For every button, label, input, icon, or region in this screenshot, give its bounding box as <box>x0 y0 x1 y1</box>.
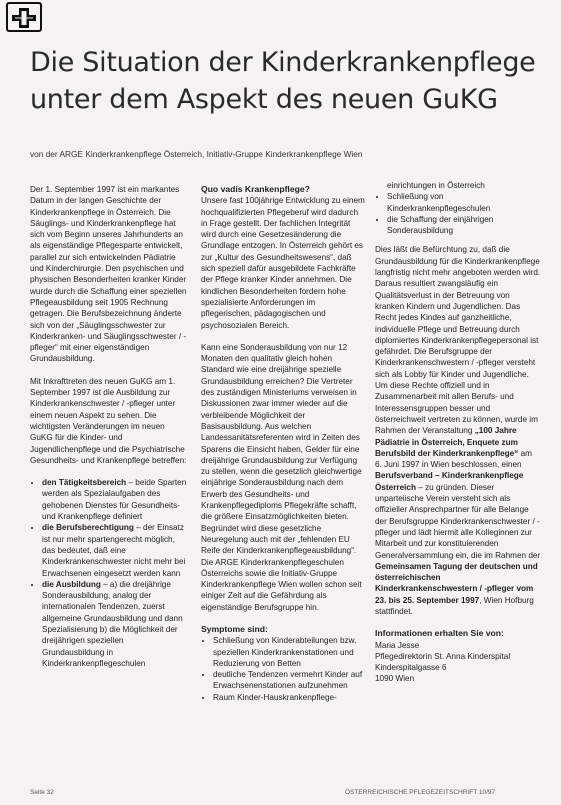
address-line: Maria Jesse <box>375 640 420 650</box>
journal-name: ÖSTERREICHISCHE PFLEGEZEITSCHRIFT 10/97 <box>345 789 496 796</box>
column-2 <box>201 184 365 711</box>
red-cross-logo-icon <box>6 2 42 32</box>
article-byline: von der ARGE Kinderkrankenpflege Österreich, Initiativ-Gruppe Kinderkrankenpflege Wien <box>30 149 363 159</box>
paragraph: Der 1. September 1997 ist ein markantes Datum in der langen Geschichte der Kinderkrankenpflege in Österreich. Die Säuglings- und Kinderkrankenpflege hat sich vom Beginn unseres Jahrhunderts an als eigenständige Pflegesparte entwickelt, parallel zur sich entwickelnden Pädiatrie und Kinderchirurgie. Den psychischen und physischen Besonderheiten kranker Kinder wurde durch die Schaffung einer speziellen Pflegeausbildung seit 1905 Rechnung getragen. Die Berufsbezeichnung änderte sich von der „Säuglingsschwester zur Kinderkranken- und Säuglingsschwester / -pfleger“ mit einer eigenständigen Grundausbildung. <box>30 185 187 364</box>
change-list <box>30 477 187 669</box>
column-1 <box>30 184 187 677</box>
symptom-list-continued <box>375 191 541 236</box>
list-item: • die Schaffung der einjährigen Sonderausbildung <box>387 214 541 237</box>
symptom-list <box>201 635 365 703</box>
paragraph: Kann eine Sonderausbildung von nur 12 Monaten den qualitativ gleich hohen Standard wie eine dreijährige spezielle Grundausbildung erreichen? Die Vertreter des zuständigen Ministeriums verweisen in Diskussionen zwar immer wieder auf die verbleibende Möglichkeit der Basisausbildung. Aus welchen Landessanitätsreferenten wird in Zeiten des Sparens die Einsicht haben, Gelder für eine dreijährige Grundausbildung zur Verfügung zu stellen, wenn die gesetzlich gleichwertige einjährige Sonderausbildung nach dem Erwerb des Gesundheits- und Krankenpflegediploms Pflegekräfte schafft, die größere Einsatzmöglichkeiten bieten. Begründet wird diese gesetzliche Neuregelung auch mit der „fehlenden EU Reife der Kinderkrankenpflegeausbildung“. Die ARGE Kinderkrankenpflegeschulen Österreichs sowie die Initiativ-Gruppe Kinderkrankenpflege Wien wollen schon seit einiger Zeit auf die Gefährdung als eigenständige Berufsgruppe hin. <box>201 342 362 612</box>
list-item: • die Berufsberechtigung – der Einsatz ist nur mehr spartengerecht möglich, das bedeutet, daß eine Kinderkrankenschwester nicht mehr bei Erwachsenen eingesetzt werden kann <box>42 522 187 578</box>
column-3 <box>375 180 541 685</box>
page-number: Seite 32 <box>30 789 54 796</box>
list-item: • Schließung von Kinderabteilungen bzw. speziellen Kinderkrankenstationen und Reduzierung von Betten <box>213 635 365 669</box>
list-item: • den Tätigkeitsbereich – beide Sparten werden als Spezialaufgaben des gehobenen Dienstes für Gesundheits- und Krankenpflege definiert <box>42 477 187 522</box>
list-item: • deutliche Tendenzen vermehrt Kinder auf Erwachsenenstationen aufzunehmen <box>213 669 365 692</box>
address-line: Kinderspitalgasse 6 <box>375 663 447 673</box>
list-item: • Schließung von Kinderkrankenpflegeschulen <box>387 191 541 214</box>
paragraph: Mit Inkrafttreten des neuen GuKG am 1. September 1997 ist die Ausbildung zur Kinderkrankenschwester / -pfleger unter einem neuen Aspekt zu sehen. Die wichtigsten Veränderungen im neuen GuKG für die Kinder- und Jugendlichenpflege und die Psychiatrische Gesundheits- und Krankenpflege betreffen: <box>30 376 187 465</box>
article-title: Die Situation der Kinderkrankenpflege unter dem Aspekt des neuen GuKG <box>30 47 536 115</box>
paragraph: Unsere fast 100jährige Entwicklung zu einem hochqualifizierten Pflegeberuf wird dadurch in Frage gestellt. Der fachlichen Integrität wird durch eine Gesetzesänderung die Grundlage entzogen. In Österreich gehört es zur „Kultur des Gesundheitswesens“, daß sich speziell dafür ausgebildete Fachkräfte der Pflege kranker Kinder annehmen. Die kindlichen Besonderheiten fordern hohe spezialisierte Anforderungen im pflegerischen, pädagogischen und psychosozialen Bereich. <box>201 196 365 330</box>
section-heading: Symptome sind: <box>201 623 268 634</box>
list-item: • die Ausbildung – a) die dreijährige Sonderausbildung, analog der internationalen Tendenzen, zuerst allgemeine Grundausbildung und dann Spezialisierung b) die Möglichkeit der dreijährigen speziellen Grundausbildung in Kinderkrankenpflegeschulen <box>42 579 187 669</box>
address-line: 1090 Wien <box>375 674 415 684</box>
list-continuation: einrichtungen in Österreich <box>387 181 485 190</box>
section-heading: Informationen erhalten Sie von: <box>375 628 504 639</box>
section-heading: Quo vadis Krankenpflege? <box>201 184 310 194</box>
paragraph: Dies läßt die Befürchtung zu, daß die Grundausbildung für die Kinderkrankenpflege langfristig nicht mehr angeboten werden wird. Daraus resultiert zwangsläufig ein Qualitätsverlust in der Betreuung von kranken Kindern und Jugendlichen. Das Recht jedes Kindes auf ganzheitliche, individuelle Pflege und Betreuung durch diplomiertes Kinderkrankenpflegepersonal ist gefährdet. Die Berufsgruppe der Kinderkrankenschwestern / -pfleger versteht sich als Lobby für Kinder und Jugendliche. Um diese Rechte offiziell und in Zusammenarbeit mit allen Berufs- und Interessensgruppen besser und österreichweit vertreten zu können, wurde im Rahmen der Veranstaltung „100 Jahre Pädiatrie in Österreich, Enquete zum Berufsbild der Kinderkrankenpflege“ am 6. Juni 1997 in Wien beschlossen, einen Berufsverband – Kinderkrankenpflege Österreich – zu gründen. Dieser unparteiische Verein versteht sich als offizieller Ansprechpartner für alle Belange der Berufsgruppe Kinderkrankenschwester / -pfleger und lädt hiermit alle Kolleginnen zur Mitarbeit und zur konstituierenden Generalversammlung ein, die im Rahmen der Gemeinsamen Tagung der deutschen und österreichischen Kinderkrankenschwestern / -pfleger vom 23. bis 25. September 1997, Wien Hofburg stattfindet. <box>375 245 541 616</box>
address-line: Pflegedirektorin St. Anna Kinderspital <box>375 651 511 661</box>
list-item: • Raum Kinder-Hauskrankenpflege- <box>213 692 365 703</box>
